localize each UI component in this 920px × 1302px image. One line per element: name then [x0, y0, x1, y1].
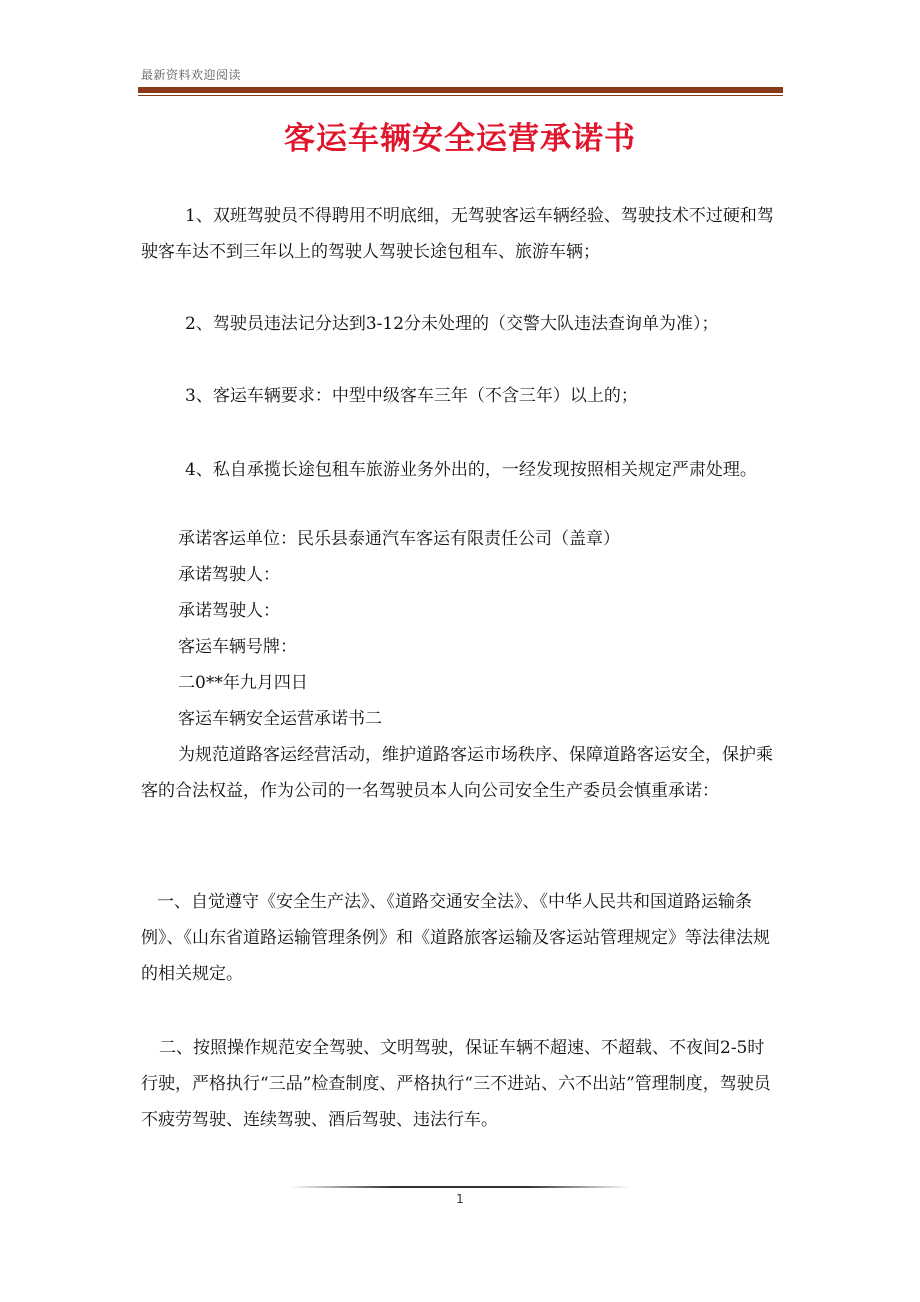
signature-driver-1: 承诺驾驶人：	[178, 565, 280, 585]
clause-3: 3、客运车辆要求：中型中级客车三年（不含三年）以上的；	[185, 386, 638, 406]
signature-date: 二0**年九月四日	[178, 673, 308, 693]
header-rule-thin	[138, 95, 783, 96]
second-document-title: 客运车辆安全运营承诺书二	[178, 709, 382, 729]
page-number: 1	[456, 1192, 464, 1206]
document-title: 客运车辆安全运营承诺书	[284, 121, 636, 157]
header-rule-thick	[138, 87, 783, 93]
clause-4: 4、私自承揽长途包租车旅游业务外出的，一经发现按照相关规定严肃处理。	[185, 460, 757, 480]
signature-plate: 客运车辆号牌：	[178, 637, 297, 657]
clause-1: 1、双班驾驶员不得聘用不明底细，无驾驶客运车辆经验、驾驶技术不过硬和驾驶客车达不到三年以上的驾驶人驾驶长途包租车、旅游车辆；	[141, 206, 774, 262]
signature-driver-2: 承诺驾驶人：	[178, 601, 280, 621]
intro-paragraph: 为规范道路客运经营活动，维护道路客运市场秩序、保障道路客运安全，保护乘客的合法权益，作为公司的一名驾驶员本人向公司安全生产委员会慎重承诺：	[141, 745, 773, 801]
commitment-2: 二、按照操作规范安全驾驶、文明驾驶，保证车辆不超速、不超载、不夜间2-5时行驶，严格执行“三品”检查制度、严格执行“三不进站、六不出站”管理制度，驾驶员不疲劳驾驶、连续驾驶、酒后驾驶、违法行车。	[141, 1038, 771, 1130]
clause-2: 2、驾驶员违法记分达到3-12分未处理的（交警大队违法查询单为准）；	[185, 314, 719, 334]
signature-unit: 承诺客运单位：民乐县泰通汽车客运有限责任公司（盖章）	[178, 529, 620, 549]
page-header-text: 最新资料欢迎阅读	[141, 68, 242, 82]
footer-rule	[290, 1186, 630, 1188]
commitment-1: 一、自觉遵守《安全生产法》、《道路交通安全法》、《中华人民共和国道路运输条例》、《山东省道路运输管理条例》和《道路旅客运输及客运站管理规定》等法律法规的相关规定。	[141, 892, 770, 984]
